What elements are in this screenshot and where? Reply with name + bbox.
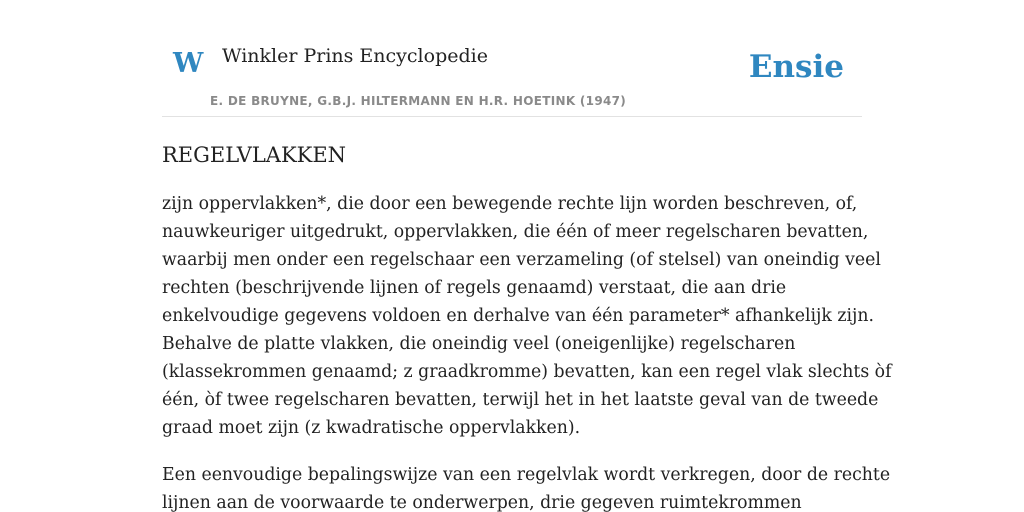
paragraph-line: één, òf twee regelscharen bevatten, terwijl het in het laatste geval van de tweede (162, 390, 879, 410)
paragraph-line: waarbij men onder een regelschaar een verzameling (of stelsel) van oneindig veel (162, 250, 881, 270)
paragraph-line: lijnen aan de voorwaarde te onderwerpen, drie gegeven ruimtekrommen (162, 493, 802, 512)
encyclopedia-title[interactable]: Winkler Prins Encyclopedie (222, 45, 488, 67)
brand-logo[interactable]: Ensie (748, 49, 844, 85)
paragraph-line: rechten (beschrijvende lijnen of regels genaamd) verstaat, die aan drie (162, 278, 787, 298)
article-paragraph-2 (162, 461, 891, 512)
paragraph-line: zijn oppervlakken*, die door een bewegende rechte lijn worden beschreven, of, (162, 194, 858, 214)
site-header (162, 0, 862, 117)
paragraph-line: enkelvoudige gegevens voldoen en derhalve van één parameter* afhankelijk zijn. (162, 306, 874, 326)
paragraph-line: Behalve de platte vlakken, die oneindig veel (oneigenlijke) regelscharen (162, 334, 796, 354)
paragraph-line: Een eenvoudige bepalingswijze van een regelvlak wordt verkregen, door de rechte (162, 465, 891, 485)
logo-letter[interactable]: W (173, 48, 204, 79)
paragraph-line: graad moet zijn (z kwadratische oppervlakken). (162, 418, 581, 438)
article-title: REGELVLAKKEN (162, 143, 347, 167)
authors-line: E. DE BRUYNE, G.B.J. HILTERMANN EN H.R. HOETINK (1947) (210, 94, 627, 108)
paragraph-line: nauwkeuriger uitgedrukt, oppervlakken, die één of meer regelscharen bevatten, (162, 222, 869, 242)
article-paragraph-1 (162, 190, 892, 442)
paragraph-line: (klassekrommen genaamd; z graadkromme) bevatten, kan een regel vlak slechts òf (162, 362, 892, 382)
article (162, 140, 892, 512)
